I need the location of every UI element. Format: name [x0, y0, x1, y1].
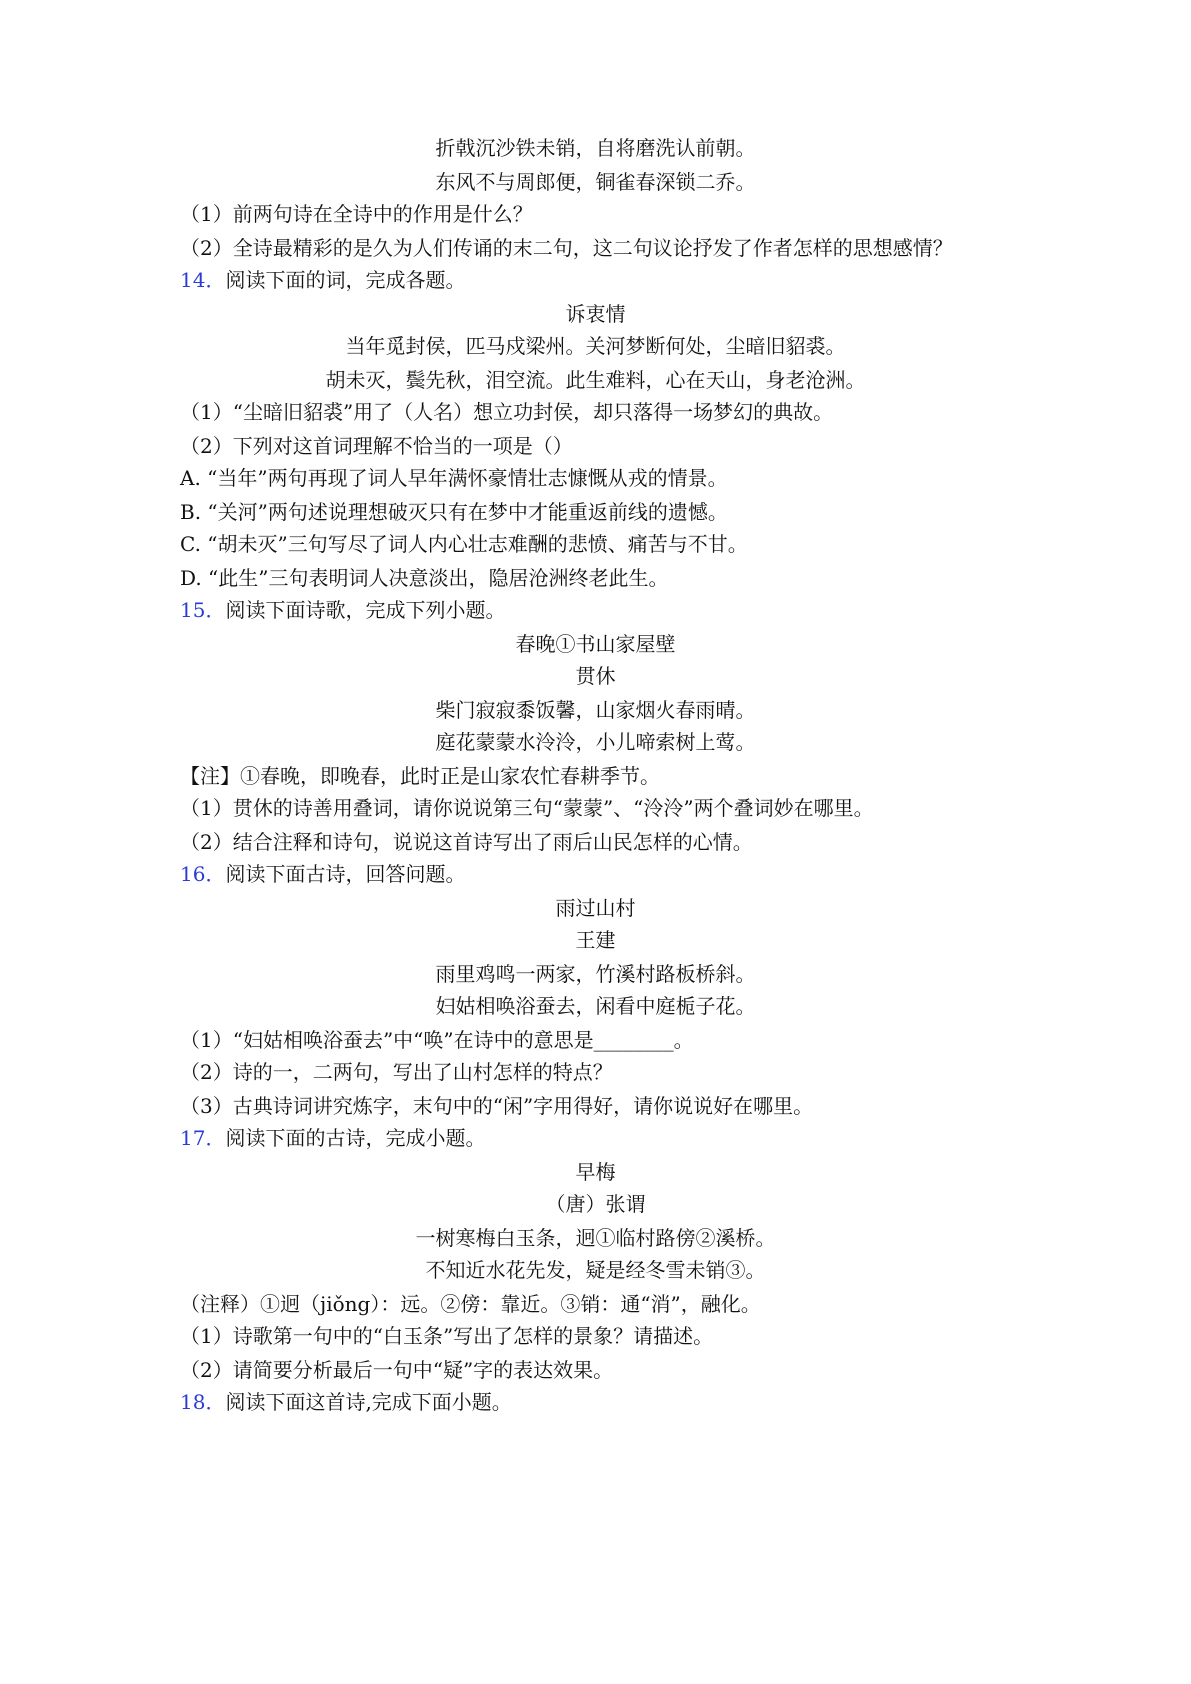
poem-verse: 妇姑相唤浴蚕去，闲看中庭栀子花。 — [435, 994, 756, 1018]
annotation-note: 【注】①春晚，即晚春，此时正是山家农忙春耕季节。 — [180, 764, 660, 788]
question-16 — [180, 861, 465, 887]
sub-question: （2）下列对这首词理解不恰当的一项是（） — [180, 434, 573, 458]
choice-d: D. “此生”三句表明词人决意淡出，隐居沧洲终老此生。 — [180, 566, 669, 590]
question-number: 14． — [180, 268, 226, 292]
question-stem: 阅读下面古诗，回答问题。 — [225, 862, 466, 886]
sub-question: （1）“尘暗旧貂裘”用了（人名）想立功封侯，却只落得一场梦幻的典故。 — [180, 400, 834, 424]
question-stem: 阅读下面这首诗,完成下面小题。 — [225, 1390, 512, 1414]
question-stem: 阅读下面诗歌，完成下列小题。 — [225, 598, 506, 622]
choice-a: A. “当年”两句再现了词人早年满怀豪情壮志慷慨从戎的情景。 — [180, 466, 728, 490]
sub-question: （2）请简要分析最后一句中“疑”字的表达效果。 — [180, 1358, 614, 1382]
annotation-note: （注释）①迥（jiǒng）：远。②傍：靠近。③销：通“消”，融化。 — [180, 1292, 761, 1316]
sub-question: （1）诗歌第一句中的“白玉条”写出了怎样的景象？请描述。 — [180, 1324, 714, 1348]
poem-verse: 折戟沉沙铁未销，自将磨洗认前朝。 — [435, 136, 756, 160]
poem-verse: 不知近水花先发，疑是经冬雪未销③。 — [425, 1258, 766, 1282]
choice-b: B. “关河”两句述说理想破灭只有在梦中才能重返前线的遗憾。 — [180, 500, 728, 524]
sub-question: （1）贯休的诗善用叠词，请你说说第三句“蒙蒙”、“泠泠”两个叠词妙在哪里。 — [180, 796, 874, 820]
sub-question: （3）古典诗词讲究炼字，末句中的“闲”字用得好，请你说说好在哪里。 — [180, 1094, 814, 1118]
poem-verse: 东风不与周郎便，铜雀春深锁二乔。 — [435, 170, 756, 194]
poem-title: 雨过山村 — [555, 896, 636, 920]
question-17 — [180, 1125, 485, 1151]
sub-question: （1）前两句诗在全诗中的作用是什么？ — [180, 202, 533, 226]
choice-c: C. “胡未灭”三句写尽了词人内心壮志难酬的悲愤、痛苦与不甘。 — [180, 532, 748, 556]
poem-title: 春晚①书山家屋壁 — [515, 632, 676, 656]
question-18 — [180, 1389, 512, 1415]
poem-verse: 柴门寂寂黍饭馨，山家烟火春雨晴。 — [435, 698, 756, 722]
sub-question: （2）诗的一，二两句，写出了山村怎样的特点？ — [180, 1060, 613, 1084]
poem-verse: 庭花蒙蒙水泠泠，小儿啼索树上莺。 — [435, 730, 756, 754]
poem-verse: 当年觅封侯，匹马戍梁州。关河梦断何处，尘暗旧貂裘。 — [345, 334, 846, 358]
poem-verse: 雨里鸡鸣一两家，竹溪村路板桥斜。 — [435, 962, 756, 986]
question-14 — [180, 267, 465, 293]
question-15 — [180, 597, 505, 623]
question-number: 16． — [180, 862, 226, 886]
question-number: 15． — [180, 598, 226, 622]
sub-question: （2）结合注释和诗句，说说这首诗写出了雨后山民怎样的心情。 — [180, 830, 753, 854]
poem-verse: 胡未灭，鬓先秋，泪空流。此生难料，心在天山，身老沧洲。 — [325, 368, 866, 392]
sub-question: （2）全诗最精彩的是久为人们传诵的末二句，这二句议论抒发了作者怎样的思想感情？ — [180, 236, 953, 260]
question-stem: 阅读下面的词，完成各题。 — [225, 268, 466, 292]
sub-question: （1）“妇姑相唤浴蚕去”中“唤”在诗中的意思是________。 — [180, 1028, 694, 1052]
question-stem: 阅读下面的古诗，完成小题。 — [225, 1126, 486, 1150]
poem-author: 贯休 — [575, 664, 616, 688]
poem-author: 王建 — [575, 928, 616, 952]
poem-title: 诉衷情 — [565, 302, 626, 326]
poem-verse: 一树寒梅白玉条，迥①临村路傍②溪桥。 — [415, 1226, 776, 1250]
question-number: 17． — [180, 1126, 226, 1150]
poem-title: 早梅 — [575, 1160, 616, 1184]
poem-author: （唐）张谓 — [545, 1192, 646, 1216]
question-number: 18． — [180, 1390, 226, 1414]
